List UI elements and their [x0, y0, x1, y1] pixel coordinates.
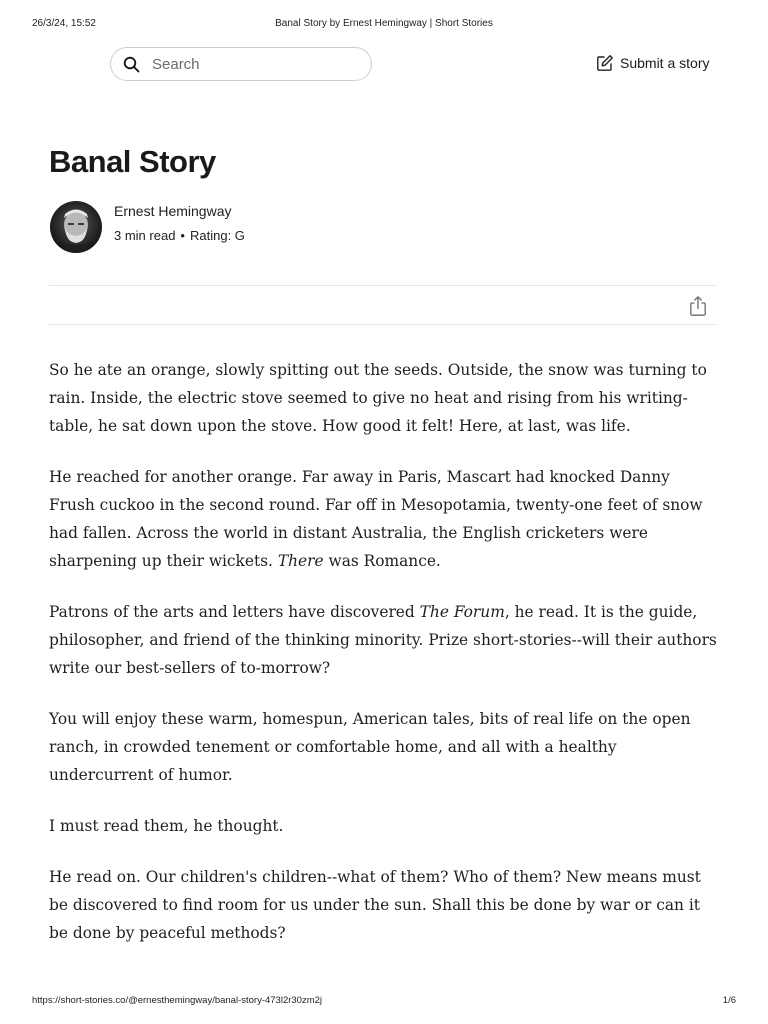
print-url: https://short-stories.co/@ernesthemingway/banal-story-473l2r30zm2j [32, 995, 323, 1006]
story-text: I must read them, he thought. [49, 817, 284, 835]
story-text: You will enjoy these warm, homespun, American tales, bits of real life on the open ranch, in crowded tenement or comfortable home, and all with a healthy undercurrent of humor. [49, 710, 691, 784]
submit-story-label: Submit a story [620, 55, 710, 71]
pencil-square-icon [596, 54, 614, 72]
divider-top [49, 285, 717, 286]
story-text: was Romance. [323, 552, 441, 570]
story-text: He read on. Our children's children--what of them? Who of them? New means must be discovered to find room for us under the sun. Shall this be done by war or can it be done by peaceful methods? [49, 868, 701, 942]
story-body [49, 356, 719, 970]
story-title: Banal Story [49, 144, 216, 179]
share-icon[interactable] [688, 295, 708, 317]
print-datetime: 26/3/24, 15:52 [32, 18, 96, 29]
search-icon [122, 55, 140, 73]
story-paragraph [49, 463, 719, 575]
story-emphasis-text: There [277, 552, 324, 570]
story-text: Patrons of the arts and letters have discovered [49, 603, 420, 621]
story-emphasis-text: The Forum [419, 603, 505, 621]
read-time: 3 min read [114, 228, 176, 243]
author-avatar[interactable] [50, 201, 102, 253]
story-paragraph [49, 812, 719, 840]
story-text: , he read. It is the guide, philosopher, and friend of the thinking minority. Prize short-stories--will their authors write our best-sellers of to-morrow? [49, 603, 717, 677]
search-input[interactable] [152, 56, 352, 73]
story-paragraph [49, 705, 719, 789]
meta-separator: • [180, 228, 185, 243]
divider-bottom [49, 324, 717, 325]
submit-story-button[interactable] [596, 54, 709, 72]
story-rating: Rating: G [189, 228, 245, 243]
print-page-title: Banal Story by Ernest Hemingway | Short Stories [275, 18, 493, 29]
story-meta [114, 228, 245, 243]
story-text: He reached for another orange. Far away in Paris, Mascart had knocked Danny Frush cuckoo in the second round. Far off in Mesopotamia, twenty-one feet of snow had fallen. Across the world in distant Australia, the English cricketers were sharpening up their wickets. [49, 468, 703, 570]
story-text: So he ate an orange, slowly spitting out the seeds. Outside, the snow was turning to rain. Inside, the electric stove seemed to give no heat and rising from his writing-table, he sat down upon the stove. How good it felt! Here, at last, was life. [49, 361, 707, 435]
print-footer [0, 995, 768, 1009]
search-bar[interactable] [110, 47, 372, 81]
story-paragraph [49, 863, 719, 947]
story-paragraph [49, 598, 719, 682]
story-paragraph [49, 356, 719, 440]
author-name[interactable]: Ernest Hemingway [114, 203, 232, 219]
print-page-number: 1/6 [722, 995, 736, 1006]
print-header [0, 18, 768, 32]
